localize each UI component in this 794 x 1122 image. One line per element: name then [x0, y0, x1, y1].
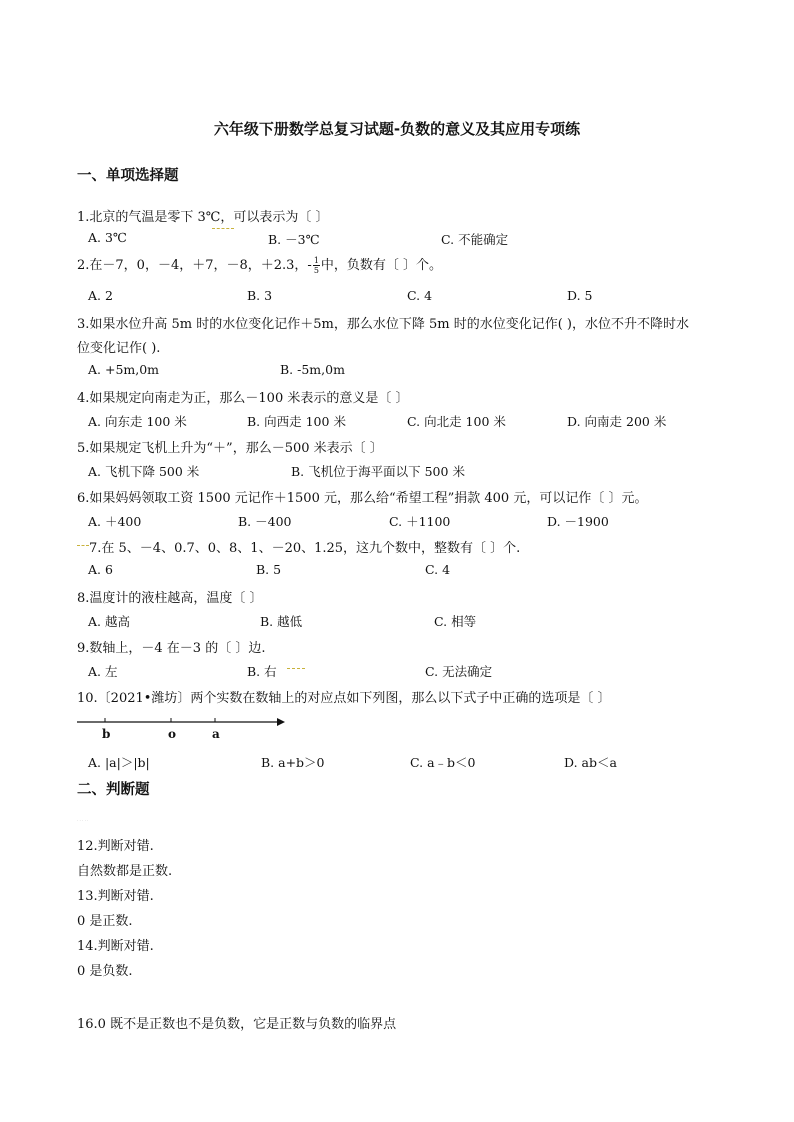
question-10-stem: 10.〔2021•潍坊〕两个实数在数轴上的对应点如下列图，那么以下式子中正确的选项是〔 〕 — [77, 691, 611, 706]
option-c[interactable]: C. 相等 — [434, 614, 477, 629]
question-7-stem: 7.在 5、－4、0.7、0、8、1、－20、1.25，这九个数中，整数有〔 〕个. — [89, 541, 521, 556]
option-b[interactable]: B. －3℃ — [268, 232, 320, 247]
decorative-mark — [287, 668, 305, 669]
faint-artifact: · · · · · — [77, 818, 89, 823]
option-a[interactable]: A. 向东走 100 米 — [88, 414, 187, 429]
question-16-stem: 16.0 既不是正数也不是负数，它是正数与负数的临界点 — [77, 1017, 397, 1032]
fraction-denominator: 5 — [313, 266, 319, 275]
arrow-right-icon — [277, 718, 285, 726]
option-c[interactable]: C. 向北走 100 米 — [407, 414, 506, 429]
question-3-options — [0, 362, 794, 380]
option-d[interactable]: D. 向南走 200 米 — [567, 414, 667, 429]
decorative-mark — [212, 228, 234, 229]
question-10-options — [0, 753, 794, 771]
question-4-options — [0, 412, 794, 430]
question-5-stem: 5.如果规定飞机上升为“＋”，那么－500 米表示〔 〕 — [77, 441, 383, 456]
question-14-body: 0 是负数. — [77, 964, 133, 979]
question-2-options — [0, 288, 794, 306]
option-c[interactable]: C. 4 — [425, 562, 451, 577]
option-a[interactable]: A. 6 — [88, 562, 113, 577]
question-12-body: 自然数都是正数. — [77, 864, 173, 879]
option-a[interactable]: A. +5m,0m — [88, 362, 160, 377]
question-13-stem: 13.判断对错. — [77, 889, 154, 904]
question-7-options — [0, 562, 794, 580]
option-a[interactable]: A. 左 — [88, 664, 118, 679]
question-5-options — [0, 462, 794, 480]
number-line-label-o: o — [168, 727, 177, 741]
option-a[interactable]: A. ＋400 — [88, 514, 142, 529]
option-c[interactable]: C. 无法确定 — [425, 664, 493, 679]
option-d[interactable]: D. －1900 — [547, 514, 609, 529]
number-line-label-b: b — [102, 727, 111, 741]
option-b[interactable]: B. －400 — [238, 514, 292, 529]
section-heading-judgement: 二、判断题 — [77, 782, 150, 798]
option-b[interactable]: B. -5m,0m — [280, 362, 345, 377]
option-c[interactable]: C. 4 — [407, 288, 433, 303]
stem-text: 2.在－7，0，－4，＋7，－8，＋2.3，- — [77, 258, 312, 273]
option-a[interactable]: A. 2 — [88, 288, 113, 303]
option-b[interactable]: B. 5 — [256, 562, 282, 577]
option-c[interactable]: C. a﹣b＜0 — [410, 755, 476, 770]
fraction — [313, 256, 320, 275]
option-a[interactable]: A. |a|＞|b| — [88, 755, 150, 770]
page-title: 六年级下册数学总复习试题-负数的意义及其应用专项练 — [213, 120, 581, 138]
question-4-stem: 4.如果规定向南走为正，那么－100 米表示的意义是〔 〕 — [77, 391, 409, 406]
fraction-numerator: 1 — [313, 256, 319, 265]
question-13-body: 0 是正数. — [77, 914, 133, 929]
question-1-options — [0, 230, 794, 248]
stem-text: 中，负数有〔 〕个。 — [320, 258, 443, 273]
question-8-stem: 8.温度计的液柱越高，温度〔 〕 — [77, 591, 263, 606]
question-6-options — [0, 512, 794, 530]
number-line-label-a: a — [212, 727, 220, 741]
option-a[interactable]: A. 3℃ — [88, 230, 127, 245]
option-a[interactable]: A. 越高 — [88, 614, 130, 629]
option-c[interactable]: C. 不能确定 — [441, 232, 509, 247]
question-6-stem: 6.如果妈妈领取工资 1500 元记作＋1500 元，那么给“希望工程”捐款 400 元，可以记作〔 〕元。 — [77, 491, 648, 506]
option-b[interactable]: B. 飞机位于海平面以下 500 米 — [291, 464, 465, 479]
question-12-stem: 12.判断对错. — [77, 839, 154, 854]
decorative-mark — [77, 545, 89, 546]
question-1-stem: 1.北京的气温是零下 3℃，可以表示为〔 〕 — [77, 210, 329, 225]
option-d[interactable]: D. 5 — [567, 288, 593, 303]
question-9-options — [0, 662, 794, 680]
question-9-stem: 9.数轴上，－4 在－3 的〔 〕边. — [77, 641, 266, 656]
option-a[interactable]: A. 飞机下降 500 米 — [88, 464, 200, 479]
option-b[interactable]: B. 越低 — [260, 614, 303, 629]
question-3-stem-line1: 3.如果水位升高 5m 时的水位变化记作＋5m，那么水位下降 5m 时的水位变化记作( )，水位不升不降时水 — [77, 317, 690, 332]
question-3-stem-line2: 位变化记作( ). — [77, 341, 161, 356]
option-b[interactable]: B. 3 — [247, 288, 273, 303]
option-b[interactable]: B. a+b＞0 — [261, 755, 325, 770]
question-14-stem: 14.判断对错. — [77, 939, 154, 954]
option-d[interactable]: D. ab＜a — [564, 755, 617, 770]
question-2-stem — [77, 254, 442, 275]
section-heading-single-choice: 一、单项选择题 — [77, 168, 179, 184]
option-b[interactable]: B. 右 — [247, 664, 277, 679]
question-8-options — [0, 612, 794, 630]
option-b[interactable]: B. 向西走 100 米 — [247, 414, 346, 429]
option-c[interactable]: C. ＋1100 — [389, 514, 451, 529]
